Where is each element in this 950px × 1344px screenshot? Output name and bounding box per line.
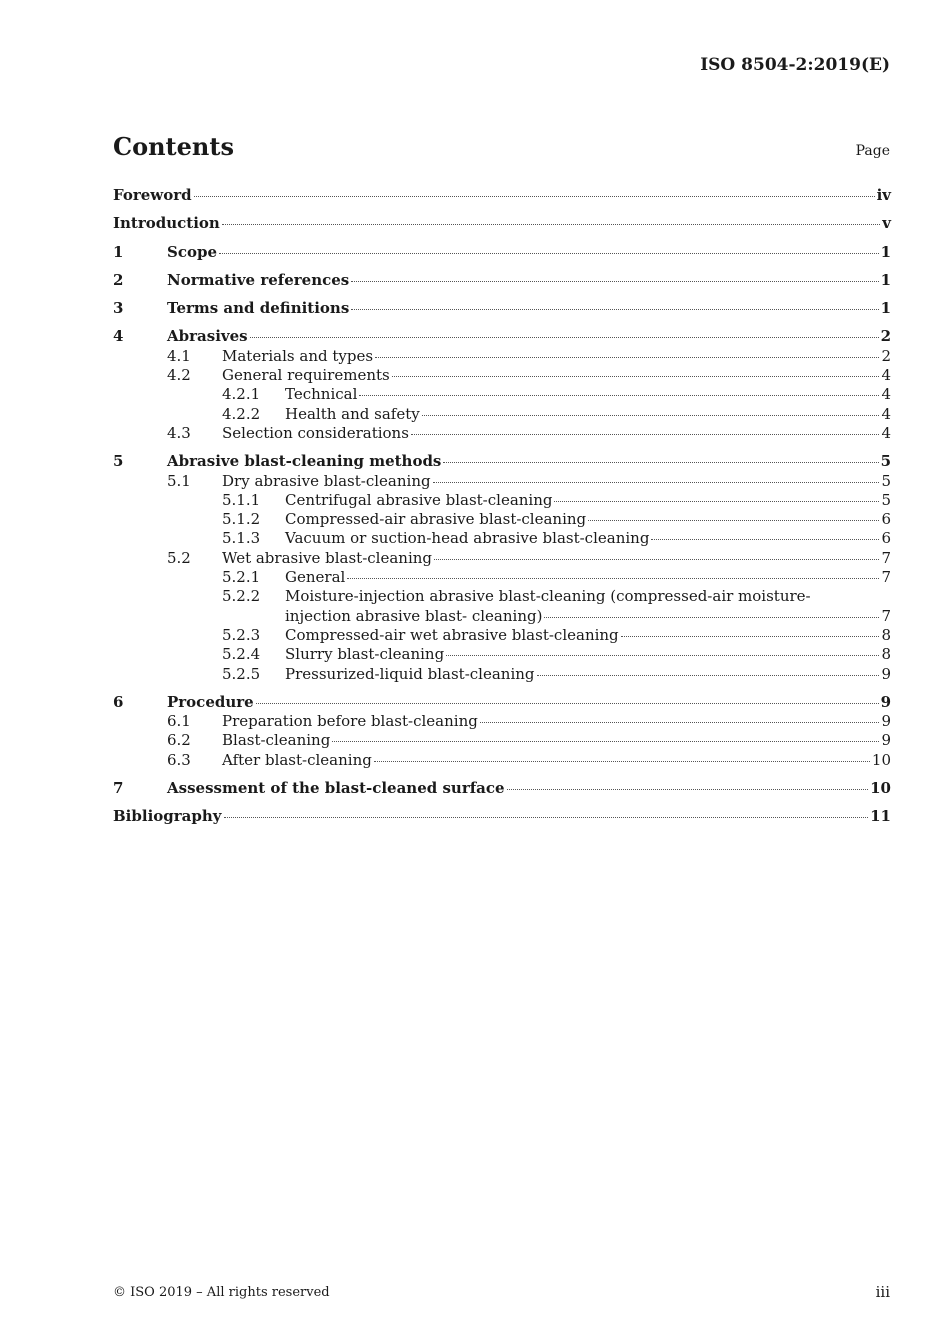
toc-entry-number: 6.1 [167, 712, 191, 731]
toc-entry[interactable] [113, 299, 891, 318]
toc-entry-number: 4.1 [167, 346, 191, 365]
dot-leader [480, 722, 880, 723]
toc-entry-content [285, 405, 881, 424]
toc-entry-page: 4 [881, 366, 891, 385]
dot-leader [443, 462, 878, 463]
toc-entry-content [222, 731, 881, 750]
dot-leader [194, 196, 875, 197]
toc-entry-title: Terms and definitions [167, 299, 350, 318]
dot-leader [374, 761, 870, 762]
toc-entry[interactable] [113, 186, 891, 205]
dot-leader [507, 789, 869, 790]
toc-entry-content [167, 299, 881, 318]
toc-entry-number: 3 [113, 299, 124, 318]
toc-entry-page: 5 [881, 471, 891, 490]
toc-entry-title: Vacuum or suction-head abrasive blast-cleaning [285, 529, 650, 548]
toc-entry[interactable] [113, 568, 891, 587]
toc-entry-title: Bibliography [113, 807, 222, 826]
toc-entry-title: Technical [285, 385, 358, 404]
toc-entry-title: Foreword [113, 186, 192, 204]
toc-entry-page: 10 [871, 750, 891, 769]
toc-entry-number: 5.2 [167, 548, 191, 567]
dot-leader [347, 578, 879, 579]
page-number: iii [875, 1283, 890, 1301]
toc-entry-title: Scope [167, 242, 218, 261]
toc-entry[interactable] [113, 405, 891, 424]
toc-entry[interactable] [113, 327, 891, 346]
toc-entry-page: 8 [881, 645, 891, 664]
toc-entry[interactable] [113, 385, 891, 404]
table-of-contents [113, 186, 891, 827]
toc-entry-content [285, 665, 881, 684]
toc-entry-page: 7 [881, 548, 891, 567]
dot-leader [544, 617, 879, 618]
toc-entry-content [222, 712, 881, 731]
toc-entry-page: 1 [880, 270, 891, 289]
toc-entry-title: Assessment of the blast-cleaned surface [167, 779, 505, 798]
toc-entry-page: 1 [880, 299, 891, 318]
toc-entry-content [285, 587, 891, 606]
toc-entry-page: v [882, 214, 891, 233]
toc-entry[interactable] [113, 665, 891, 684]
toc-entry-page: 4 [881, 423, 891, 442]
toc-entry-content [285, 626, 881, 645]
toc-entry-number: 5.2.3 [222, 625, 261, 644]
toc-entry-content [113, 807, 870, 826]
toc-entry-number: 5.2.1 [222, 568, 261, 587]
dot-leader [434, 559, 879, 560]
toc-entry[interactable] [113, 549, 891, 568]
toc-entry-title: Dry abrasive blast-cleaning [222, 471, 431, 490]
toc-entry-content [285, 568, 881, 587]
toc-entry-page: iv [876, 186, 891, 204]
dot-leader [250, 337, 879, 338]
toc-entry-content [222, 424, 881, 443]
toc-entry-continuation[interactable] [113, 607, 891, 626]
toc-entry-content [222, 347, 881, 366]
toc-entry-number: 6.3 [167, 750, 191, 769]
toc-entry-content [222, 366, 881, 385]
toc-entry-page: 8 [881, 625, 891, 644]
toc-entry-page: 6 [881, 529, 891, 548]
toc-entry-page: 5 [880, 452, 891, 471]
toc-entry-number: 1 [113, 242, 124, 261]
toc-entry-page: 9 [881, 712, 891, 731]
toc-entry-number: 5.1.3 [222, 529, 261, 548]
toc-entry-title: Centrifugal abrasive blast-cleaning [285, 490, 553, 509]
toc-entry-number: 5.1 [167, 471, 191, 490]
toc-entry-page: 2 [880, 327, 891, 346]
dot-leader [433, 482, 880, 483]
document-code: ISO 8504-2:2019(E) [700, 55, 890, 75]
toc-entry-title: General requirements [222, 366, 390, 385]
toc-entry[interactable] [113, 779, 891, 798]
toc-entry[interactable] [113, 807, 891, 826]
toc-entry-title: Materials and types [222, 346, 374, 365]
toc-entry[interactable] [113, 472, 891, 491]
toc-entry[interactable] [113, 424, 891, 443]
toc-entry[interactable] [113, 366, 891, 385]
page-column-label: Page [855, 143, 890, 159]
toc-entry-page: 9 [881, 664, 891, 683]
toc-entry-content [167, 779, 870, 798]
toc-entry-page: 4 [881, 385, 891, 404]
toc-entry-title: Normative references [167, 270, 350, 289]
toc-entry-content [222, 472, 881, 491]
dot-leader [359, 395, 879, 396]
toc-entry-title-continued: injection abrasive blast- cleaning) [285, 606, 543, 625]
toc-entry-content [285, 645, 881, 664]
dot-leader [422, 415, 880, 416]
toc-entry-title: Selection considerations [222, 423, 409, 442]
dot-leader [621, 636, 880, 637]
toc-entry-content [167, 243, 881, 262]
toc-entry-title: Preparation before blast-cleaning [222, 712, 478, 731]
toc-entry-content [285, 510, 881, 529]
toc-entry-content [167, 693, 881, 712]
dot-leader [411, 434, 880, 435]
toc-entry[interactable] [113, 645, 891, 664]
toc-entry-content [167, 327, 881, 346]
toc-entry[interactable] [113, 271, 891, 290]
toc-entry-title: Health and safety [285, 404, 420, 423]
toc-entry[interactable] [113, 214, 891, 233]
toc-entry[interactable] [113, 712, 891, 731]
dot-leader [588, 520, 879, 521]
toc-entry-page: 6 [881, 510, 891, 529]
toc-entry-page: 10 [870, 779, 891, 798]
toc-entry-page: 9 [881, 731, 891, 750]
dot-leader [222, 224, 880, 225]
toc-entry-number: 5.1.2 [222, 510, 261, 529]
toc-entry-content [285, 385, 881, 404]
dot-leader [351, 281, 878, 282]
toc-entry-number: 4.2.2 [222, 404, 261, 423]
toc-entry[interactable] [113, 452, 891, 471]
dot-leader [537, 675, 880, 676]
toc-entry-content [167, 271, 881, 290]
toc-entry-number: 2 [113, 270, 124, 289]
toc-entry-title: Pressurized-liquid blast-cleaning [285, 664, 535, 683]
toc-entry-title: Compressed-air abrasive blast-cleaning [285, 510, 587, 529]
toc-entry-number: 5.2.5 [222, 664, 261, 683]
toc-entry-number: 4.2 [167, 366, 191, 385]
toc-entry-number: 6 [113, 692, 124, 711]
dot-leader [332, 741, 879, 742]
toc-entry-page: 5 [881, 490, 891, 509]
toc-entry[interactable] [113, 510, 891, 529]
dot-leader [446, 655, 879, 656]
dot-leader [351, 309, 878, 310]
toc-entry-title: Procedure [167, 692, 254, 711]
dot-leader [224, 817, 869, 818]
toc-entry-page: 1 [880, 242, 891, 261]
toc-entry-number: 4 [113, 327, 124, 346]
toc-entry[interactable] [113, 347, 891, 366]
toc-entry-title: Abrasive blast-cleaning methods [167, 452, 442, 471]
toc-entry-number: 6.2 [167, 731, 191, 750]
toc-entry-title: Blast-cleaning [222, 731, 331, 750]
toc-entry-content [167, 452, 881, 471]
toc-entry-title: Moisture-injection abrasive blast-cleaning (compressed-air moisture- [285, 587, 811, 606]
toc-entry-title: Compressed-air wet abrasive blast-cleaning [285, 625, 619, 644]
toc-entry-number: 5.2.4 [222, 645, 261, 664]
toc-entry-page: 4 [881, 404, 891, 423]
dot-leader [256, 703, 879, 704]
toc-entry[interactable] [113, 243, 891, 262]
dot-leader [554, 501, 879, 502]
toc-entry-number: 4.3 [167, 423, 191, 442]
toc-entry-content [285, 607, 881, 626]
toc-entry[interactable] [113, 626, 891, 645]
toc-entry-content [222, 751, 872, 770]
toc-entry-title: Abrasives [167, 327, 248, 346]
toc-entry-page: 11 [870, 807, 891, 826]
toc-entry-title: After blast-cleaning [222, 750, 372, 769]
toc-entry-content [222, 549, 881, 568]
page-title: Contents [113, 132, 234, 161]
toc-entry-page: 7 [881, 568, 891, 587]
toc-entry[interactable] [113, 751, 891, 770]
toc-entry-title: General [285, 568, 346, 587]
toc-entry-page: 2 [881, 346, 891, 365]
toc-entry-content [113, 214, 882, 233]
toc-entry-number: 7 [113, 779, 124, 798]
toc-entry-title: Slurry blast-cleaning [285, 645, 445, 664]
toc-entry-content [285, 491, 881, 510]
toc-entry-number: 5 [113, 452, 124, 471]
copyright-notice: © ISO 2019 – All rights reserved [113, 1285, 330, 1300]
toc-entry[interactable] [113, 693, 891, 712]
dot-leader [651, 539, 879, 540]
dot-leader [219, 253, 879, 254]
toc-entry-number: 5.2.2 [222, 587, 261, 606]
dot-leader [375, 357, 879, 358]
toc-entry[interactable] [113, 731, 891, 750]
dot-leader [392, 376, 880, 377]
toc-entry[interactable] [113, 587, 891, 606]
toc-entry[interactable] [113, 491, 891, 510]
toc-entry[interactable] [113, 529, 891, 548]
toc-entry-content [113, 186, 877, 205]
toc-entry-title: Wet abrasive blast-cleaning [222, 548, 433, 567]
toc-entry-page: 9 [880, 692, 891, 711]
toc-entry-number: 4.2.1 [222, 385, 261, 404]
toc-entry-number: 5.1.1 [222, 490, 261, 509]
toc-entry-title: Introduction [113, 214, 220, 233]
toc-entry-page: 7 [881, 606, 891, 625]
toc-entry-content [285, 529, 881, 548]
